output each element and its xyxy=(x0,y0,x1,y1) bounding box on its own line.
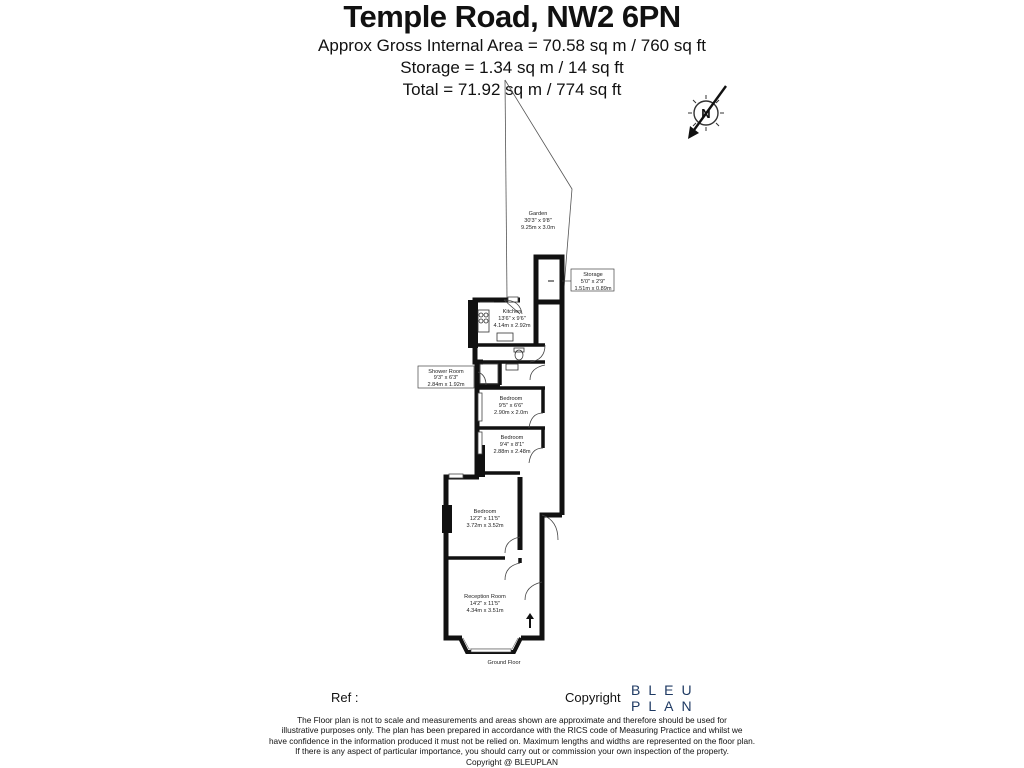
shower-room-imperial: 9'3" x 6'3" xyxy=(433,375,459,381)
ref-label: Ref : xyxy=(331,690,359,705)
logo-line-2: PLAN xyxy=(631,698,700,714)
storage-name: Storage xyxy=(583,272,603,278)
reception-name: Reception Room xyxy=(464,594,506,600)
bay-window xyxy=(460,638,521,652)
storage-room xyxy=(536,257,562,302)
bedroom-large-metric: 3.72m x 3.52m xyxy=(466,523,504,529)
disclaimer-line: illustrative purposes only. The plan has been prepared in accordance with the RICS code of Measuring Practice and whilst we xyxy=(281,725,743,736)
total-area: Total = 71.92 sq m / 774 sq ft xyxy=(402,80,622,99)
bedroom-large-name: Bedroom xyxy=(473,509,497,515)
garden-metric: 9.25m x 3.0m xyxy=(521,225,555,231)
compass-icon xyxy=(688,86,726,139)
storage-metric: 1.51m x 0.89m xyxy=(574,286,612,292)
bedroom-large-imperial: 12'2" x 11'5" xyxy=(469,516,501,522)
storage-imperial: 5'0" x 2'9" xyxy=(580,279,606,285)
gross-internal-area: Approx Gross Internal Area = 70.58 sq m / 760 sq ft xyxy=(318,36,706,55)
bedroom-mid-name: Bedroom xyxy=(500,435,524,441)
property-title: Temple Road, NW2 6PN xyxy=(343,0,681,34)
bedroom-small-imperial: 9'5" x 6'6" xyxy=(498,403,524,409)
shower-room-metric: 2.84m x 1.92m xyxy=(427,382,465,388)
kitchen-name: Kitchen xyxy=(502,309,522,315)
shower-room-name: Shower Room xyxy=(428,369,464,375)
compass-north-label: N xyxy=(701,106,711,121)
bedroom-small-metric: 2.90m x 2.0m xyxy=(494,410,528,416)
floor-label: Ground Floor xyxy=(487,660,521,666)
reception-metric: 4.34m x 3.51m xyxy=(466,608,504,614)
bleuplan-logo xyxy=(631,682,700,714)
bedroom-small-name: Bedroom xyxy=(499,396,523,402)
kitchen-imperial: 13'6" x 9'6" xyxy=(498,316,526,322)
shower-fixtures xyxy=(480,348,524,384)
copyright-line: Copyright @ BLEUPLAN xyxy=(466,756,558,767)
reception-imperial: 14'2" x 11'5" xyxy=(469,601,501,607)
disclaimer xyxy=(262,715,762,767)
storage-area: Storage = 1.34 sq m / 14 sq ft xyxy=(400,58,624,77)
entrance-arrow-icon xyxy=(526,613,534,628)
garden-name: Garden xyxy=(528,211,548,217)
bedroom-mid-imperial: 9'4" x 8'1" xyxy=(499,442,525,448)
bedroom-mid-metric: 2.88m x 2.48m xyxy=(493,449,531,455)
kitchen-metric: 4.14m x 2.92m xyxy=(493,323,531,329)
garden-imperial: 30'3" x 9'8" xyxy=(524,218,552,224)
copyright-label: Copyright xyxy=(565,690,621,705)
disclaimer-line: If there is any aspect of particular importance, you should carry out or commission your own inspection of the property. xyxy=(295,746,729,757)
disclaimer-line: have confidence in the information produced it must not be relied on. Maximum lengths and widths are represented on the floor plan. xyxy=(268,735,756,746)
disclaimer-line: The Floor plan is not to scale and measurements and areas shown are approximate and therefore should be used for xyxy=(297,715,727,725)
logo-line-1: BLEU xyxy=(631,682,700,698)
